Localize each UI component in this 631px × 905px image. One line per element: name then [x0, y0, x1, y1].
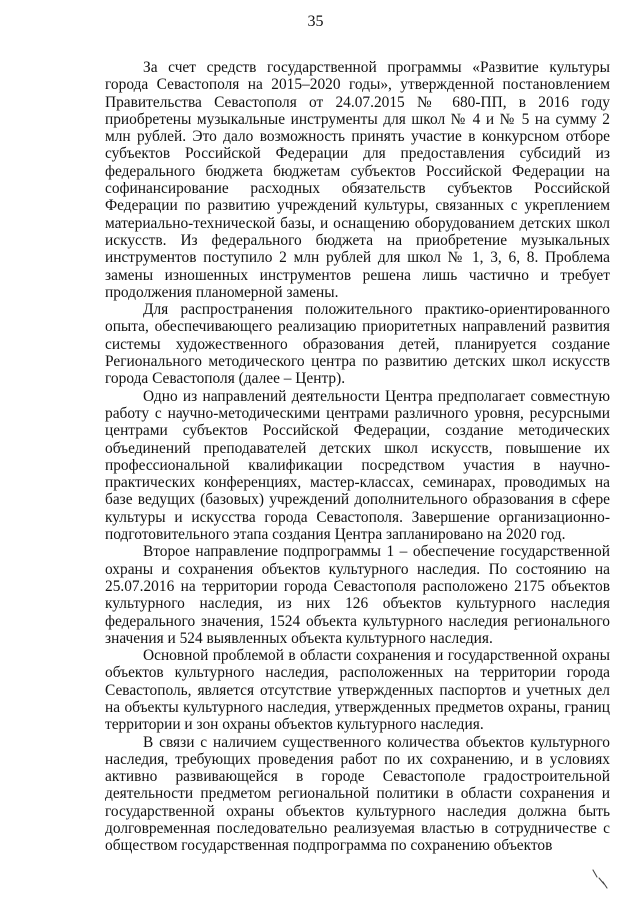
paragraph-music-instruments: За счет средств государственной программы «Развитие культуры города Севастополя на 2015–2020 годы», утвержденной постановлением Правительства Севастополя от 24.07.2015 № 680-ПП, в 2016 году приобретены музыкальные инструменты для школ № 4 и № 5 на сумму 2 млн рублей. Это дало возможность принять участие в конкурсном отборе субъектов Российской Федерации для предоставления субсидий из федерального бюджета бюджетам субъектов Российской Федерации на софинансирование расходных обязательств субъектов Российской Федерации по развитию учреждений культуры, связанных с укреплением материально-технической базы, и оснащению оборудованием детских школ искусств. Из федерального бюджета на приобретение музыкальных инструментов поступило 2 млн рублей для школ № 1, 3, 6, 8. Проблема замены изношенных инструментов решена лишь частично и требует продолжения планомерной замены.	[105, 59, 610, 301]
paragraph-center-activities: Одно из направлений деятельности Центра предполагает совместную работу с научно-методическими центрами различного уровня, ресурсными центрами субъектов Российской Федерации, создание методических объединений преподавателей детских школ искусств, повышение их профессиональной квалификации посредством участия в научно-практических конференциях, мастер-классах, семинарах, проводимых на базе ведущих (базовых) учреждений дополнительного образования в сфере культуры и искусства города Севастополя. Завершение организационно-подготовительного этапа создания Центра запланировано на 2020 год.	[105, 387, 610, 544]
scan-mark-icon	[591, 868, 609, 890]
paragraph-heritage-protection: Второе направление подпрограммы 1 – обеспечение государственной охраны и сохранения объектов культурного наследия. По состоянию на 25.07.2016 на территории города Севастополя расположено 2175 объектов культурного наследия, из них 126 объектов культурного наследия федерального значения, 1524 объекта культурного наследия регионального значения и 524 выявленных объекта культурного наследия.	[105, 543, 610, 647]
paragraph-main-problem: Основной проблемой в области сохранения и государственной охраны объектов культурного наследия, расположенных на территории города Севастополь, является отсутствие утвержденных паспортов и учетных дел на объекты культурного наследия, утвержденных предметов охраны, границ территории и зон охраны объектов культурного наследия.	[105, 647, 610, 734]
page-number: 35	[307, 13, 324, 30]
paragraph-long-term-policy: В связи с наличием существенного количества объектов культурного наследия, требующих проведения работ по их сохранению, и в условиях активно развивающейся в городе Севастополе градостроительной деятельности предметом региональной политики в области сохранения и государственной охраны объектов культурного наследия должна быть долговременная последовательно реализуемая властью в сотрудничестве с обществом государственная подпрограмма по сохранению объектов	[105, 733, 610, 855]
document-body	[105, 59, 610, 855]
paragraph-methodical-center: Для распространения положительного практико-ориентированного опыта, обеспечивающего реализацию приоритетных направлений развития системы художественного образования детей, планируется создание Регионального методического центра по развитию детских школ искусств города Севастополя (далее – Центр).	[105, 301, 610, 388]
